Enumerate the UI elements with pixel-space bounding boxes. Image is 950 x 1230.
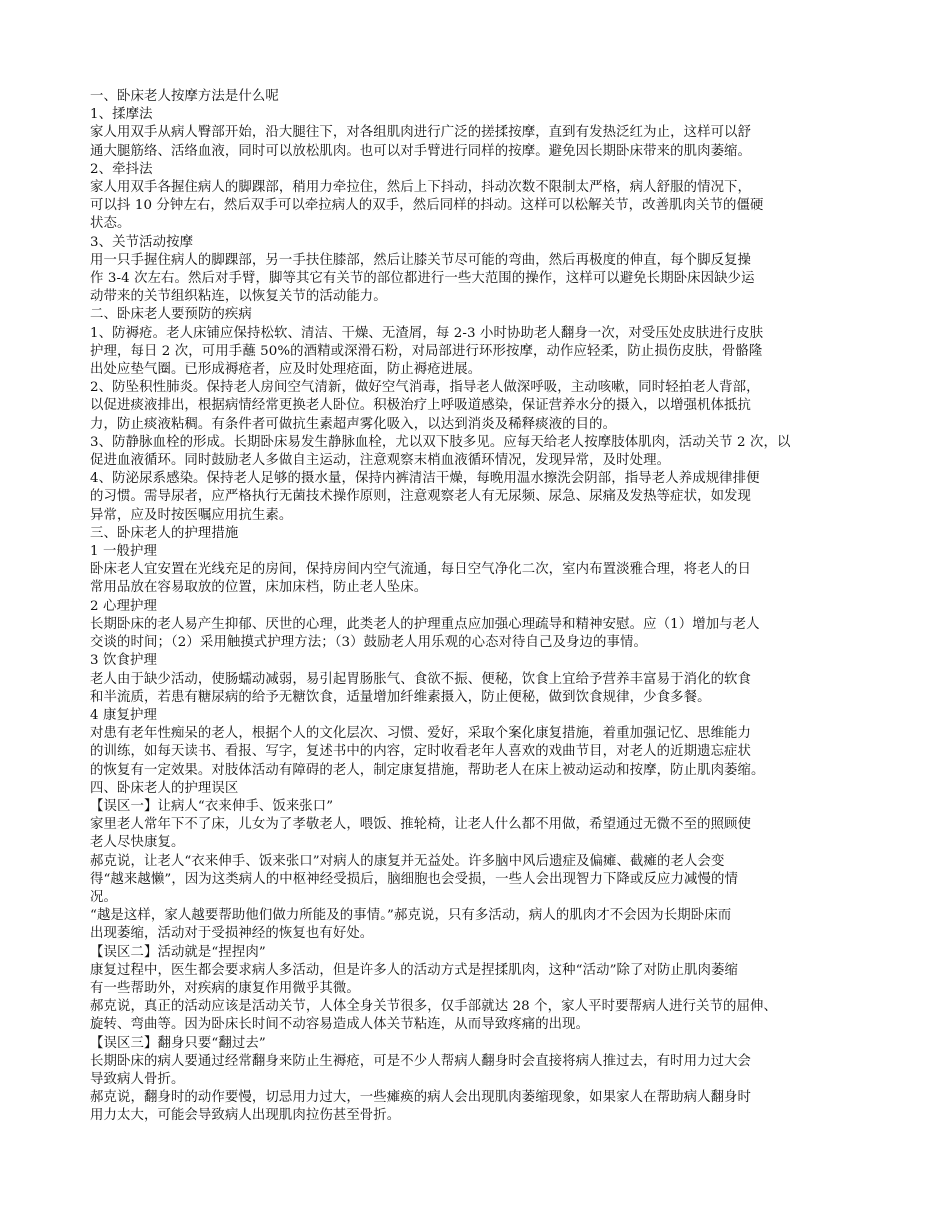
text-line: 通大腿筋络、活络血液，同时可以放松肌肉。也可以对手臂进行同样的按摩。避免因长期卧床带来的肌肉萎缩。 — [90, 143, 752, 159]
text-line: 动带来的关节组织粘连，以恢复关节的活动能力。 — [90, 289, 387, 305]
text-line: 2 心理护理 — [90, 598, 157, 614]
text-line: 【误区三】翻身只要“翻过去” — [90, 1035, 266, 1051]
text-line: 四、卧床老人的护理误区 — [90, 780, 239, 796]
text-line: 的恢复有一定效果。对肢体活动有障碍的老人，制定康复措施，帮助老人在床上被动运动和按摩，防止肌肉萎缩。 — [90, 762, 765, 778]
text-line: 可以抖 10 分钟左右，然后双手可以牵拉病人的双手，然后同样的抖动。这样可以松解关节，改善肌肉关节的僵硬 — [90, 198, 764, 214]
text-line: 卧床老人宜安置在光线充足的房间，保持房间内空气流通，每日空气净化二次，室内布置淡雅合理，将老人的日 — [90, 562, 752, 578]
text-line: 旋转、弯曲等。因为卧床长时间不动容易造成人体关节粘连，从而导致疼痛的出现。 — [90, 1017, 590, 1033]
text-line: 3、防静脉血栓的形成。长期卧床易发生静脉血栓，尤以双下肢多见。应每天给老人按摩肢体肌肉，活动关节 2 次，以 — [90, 434, 791, 450]
text-line: 长期卧床的病人要通过经常翻身来防止生褥疮，可是不少人帮病人翻身时会直接将病人推过去，有时用力过大会 — [90, 1053, 752, 1069]
text-line: 交谈的时间；（2）采用触摸式护理方法；（3）鼓励老人用乐观的心态对待自己及身边的事情。 — [90, 635, 647, 651]
text-line: 异常，应及时按医嘱应用抗生素。 — [90, 507, 293, 523]
text-line: 出现萎缩，活动对于受损神经的恢复也有好处。 — [90, 926, 374, 942]
text-line: 二、卧床老人要预防的疾病 — [90, 307, 252, 323]
text-line: 对患有老年性痴呆的老人，根据个人的文化层次、习惯、爱好，采取个案化康复措施，着重加强记忆、思维能力 — [90, 726, 752, 742]
text-line: 2、防坠积性肺炎。保持老人房间空气清新，做好空气消毒，指导老人做深呼吸，主动咳嗽，同时轻拍老人背部， — [90, 380, 760, 396]
text-line: 力，防止痰液粘稠。有条件者可做抗生素超声雾化吸入，以达到消炎及稀释痰液的目的。 — [90, 416, 617, 432]
text-line: 有一些帮助外，对疾病的康复作用微乎其微。 — [90, 980, 360, 996]
text-line: 1、揉摩法 — [90, 107, 153, 123]
text-line: 导致病人骨折。 — [90, 1071, 185, 1087]
text-line: 老人尽快康复。 — [90, 835, 185, 851]
text-line: 得“越来越懒”，因为这类病人的中枢神经受损后，脑细胞也会受损，一些人会出现智力下降或反应力减慢的情 — [90, 871, 738, 887]
text-line: 1 一般护理 — [90, 544, 157, 560]
text-line: 4 康复护理 — [90, 707, 157, 723]
text-line: 【误区二】活动就是“捏捏肉” — [90, 944, 266, 960]
text-line: 常用品放在容易取放的位置，床加床档，防止老人坠床。 — [90, 580, 428, 596]
text-line: 长期卧床的老人易产生抑郁、厌世的心理，此类老人的护理重点应加强心理疏导和精神安慰。应（1）增加与老人 — [90, 616, 760, 632]
text-line: 3 饮食护理 — [90, 653, 157, 669]
text-line: 4、防泌尿系感染。保持老人足够的摄水量，保持内裤清洁干燥，每晚用温水擦洗会阴部，指导老人养成规律排便 — [90, 471, 760, 487]
text-line: 用一只手握住病人的脚踝部，另一手扶住膝部，然后让膝关节尽可能的弯曲，然后再极度的伸直，每个脚反复操 — [90, 252, 752, 268]
text-line: 郝克说，真正的活动应该是活动关节，人体全身关节很多，仅手部就达 28 个，家人平时要帮病人进行关节的屈伸、 — [90, 999, 777, 1015]
text-line: 康复过程中，医生都会要求病人多活动，但是许多人的活动方式是捏揉肌肉，这种“活动”除了对防止肌肉萎缩 — [90, 962, 738, 978]
text-line: 况。 — [90, 889, 117, 905]
text-line: 状态。 — [90, 216, 131, 232]
text-line: 和半流质，若患有糖尿病的给予无糖饮食，适量增加纤维素摄入，防止便秘，做到饮食规律，少食多餐。 — [90, 689, 711, 705]
text-line: 家人用双手各握住病人的脚踝部，稍用力牵拉住，然后上下抖动，抖动次数不限制太严格，病人舒服的情况下， — [90, 180, 752, 196]
text-line: 1、防褥疮。老人床铺应保持松软、清洁、干燥、无渣屑，每 2-3 小时协助老人翻身一次，对受压处皮肤进行皮肤 — [90, 325, 764, 341]
text-line: 出处应垫气圈。已形成褥疮者，应及时处理疮面，防止褥疮进展。 — [90, 362, 482, 378]
text-line: 护理，每日 2 次，可用手蘸 50%的酒精或深滑石粉，对局部进行环形按摩，动作应轻柔，防止损伤皮肤，骨骼隆 — [90, 343, 763, 359]
text-line: 一、卧床老人按摩方法是什么呢 — [90, 89, 279, 104]
text-line: 家里老人常年下不了床，儿女为了孝敬老人，喂饭、推轮椅，让老人什么都不用做，希望通过无微不至的照顾使 — [90, 817, 752, 833]
text-line: 作 3-4 次左右。然后对手臂，脚等其它有关节的部位都进行一些大范围的操作，这样可以避免长期卧床因缺少运 — [90, 271, 755, 287]
text-line: 家人用双手从病人臀部开始，沿大腿往下，对各组肌肉进行广泛的搓揉按摩，直到有发热泛红为止，这样可以舒 — [90, 125, 752, 141]
text-line: 2、牵抖法 — [90, 161, 153, 177]
text-line: “越是这样，家人越要帮助他们做力所能及的事情。”郝克说，只有多活动，病人的肌肉才不会因为长期卧床而 — [90, 908, 732, 924]
text-line: 3、关节活动按摩 — [90, 234, 194, 250]
text-line: 的习惯。需导尿者，应严格执行无菌技术操作原则，注意观察老人有无尿频、尿急、尿痛及发热等症状，如发现 — [90, 489, 752, 505]
text-line: 以促进痰液排出，根据病情经常更换老人卧位。积极治疗上呼吸道感染，保证营养水分的摄入，以增强机体抵抗 — [90, 398, 752, 414]
text-line: 郝克说，让老人“衣来伸手、饭来张口”对病人的康复并无益处。许多脑中风后遗症及偏瘫、截瘫的老人会变 — [90, 853, 725, 869]
document-body — [90, 88, 865, 1126]
text-line: 促进血液循环。同时鼓励老人多做自主运动，注意观察末梢血液循环情况，发现异常，及时处理。 — [90, 453, 671, 469]
text-line: 老人由于缺少活动，使肠蠕动减弱，易引起胃肠胀气、食欲不振、便秘，饮食上宜给予营养丰富易于消化的软食 — [90, 671, 752, 687]
text-line: 郝克说，翻身时的动作要慢，切忌用力过大，一些瘫痪的病人会出现肌肉萎缩现象，如果家人在帮助病人翻身时 — [90, 1090, 752, 1106]
text-line: 三、卧床老人的护理措施 — [90, 525, 239, 541]
text-line: 【误区一】让病人“衣来伸手、饭来张口” — [90, 798, 334, 814]
text-line: 的训练，如每天读书、看报、写字，复述书中的内容，定时收看老年人喜欢的戏曲节目，对老人的近期遗忘症状 — [90, 744, 752, 760]
text-line: 用力太大，可能会导致病人出现肌肉拉伤甚至骨折。 — [90, 1108, 401, 1124]
